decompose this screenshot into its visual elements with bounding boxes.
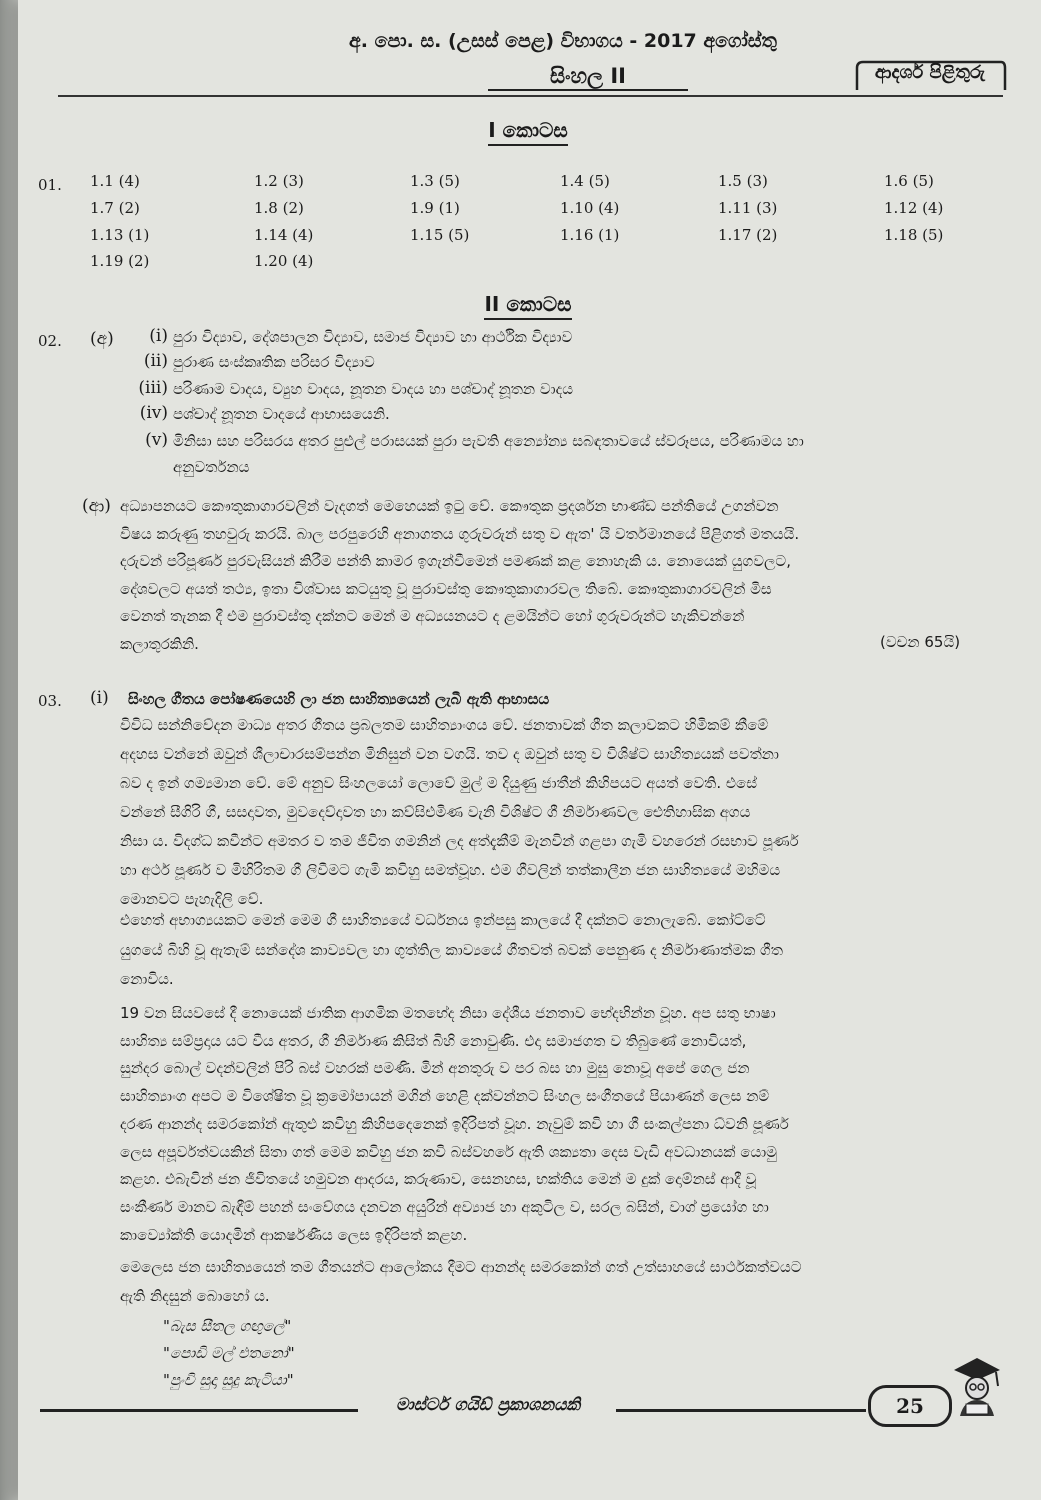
part1-heading: I කොටස [428, 118, 628, 142]
song-quote: "බැස සීතල ගඟුලේ" [163, 1317, 292, 1335]
model-answers-frame-icon [853, 58, 1008, 94]
q3-paragraph-line: සාහිත්‍ය සම්ප්‍රදාය යට වීය අතර, ගී නිර්මාණ කිසිත් බිහි නොවුණි. එදා සමාජගත ව තිබුණේ නොවියත්, [120, 1031, 747, 1050]
q2-paragraph-line: දරුවන් පරිපූර්ණ පුරවැසියන් කිරීම පන්ති කාමර ඉගැන්වීමෙන් පමණක් කළ නොහැකි ය. නොයෙක් යුගවලට, [120, 552, 791, 570]
subject-title: සිංහල II [488, 64, 688, 91]
mcq-answer: 1.15 (5) [410, 226, 470, 244]
q2-item-text: අනුවර්තනය [173, 458, 250, 476]
q3-paragraph-line: වන්නේ සීගිරි ගී, සසදාවත, මුවදෙව්දාවත හා කව්සිළුමිණ වැනි විශිෂ්ට ගී නිර්මාණවල ඓතිහාසික අගය [120, 803, 751, 821]
document-page [18, 0, 1041, 1500]
mcq-answer: 1.19 (2) [90, 252, 150, 270]
q3-number: 03. [38, 692, 62, 710]
q2-item-label: (i) [149, 326, 168, 346]
graduate-mascot-icon [946, 1352, 1008, 1418]
q2-paragraph-line: දේශවලට අයත් තථ්‍ය, ඉතා විශ්වාස කටයුතු වූ පුරාවස්තු කෞතුකාගාරවල තිබේ. කෞතුකාගාරවලින් මිස [120, 579, 772, 598]
mcq-answer: 1.13 (1) [90, 226, 150, 244]
mcq-answer: 1.10 (4) [560, 199, 620, 217]
q2-item-label: (v) [145, 430, 168, 450]
q3-label: (i) [90, 688, 109, 708]
song-quote: "පොඩි මල් එතනෝ" [163, 1344, 295, 1362]
song-quote: "පුංචි සුදා සුදු කැටියා" [163, 1371, 294, 1389]
mcq-answer: 1.5 (3) [718, 172, 768, 190]
q3-paragraph-line: සාහිත්‍යාංග අපට ම විශේෂිත වූ ක්‍රමෝපායන් මගින් හෙළි දක්වන්නට සිංහල සංගීතයේ පියාණන් ලෙස නම් [120, 1087, 770, 1106]
exam-title: අ. පො. ස. (උසස් පෙළ) විභාගය - 2017 අගෝස්තු [349, 30, 777, 52]
q2-item-label: (iii) [138, 378, 168, 398]
q3-title: සිංහල ගීතය පෝෂණයෙහි ලා ජන සාහිත්‍යයෙන් ලැබී ඇති ආභාසය [128, 690, 550, 708]
q2-paragraph-line: වෙනත් තැනක දී එම පුරාවස්තු දක්නට මෙන් ම අධ්‍යයනයට ද ළමයින්ට හෝ ගුරුවරුන්ට හැකිවන්නේ [120, 607, 745, 625]
q3-paragraph-line: කළහ. එබැවින් ජන ජීවිතයේ හමුවන ආදරය, කරුණාව, සෙනහස, භක්තිය මෙන් ම දුක් දොම්නස් ආදී වූ [120, 1170, 757, 1189]
mcq-answer: 1.20 (4) [254, 252, 314, 270]
q3-paragraph-line: බව ද ඉන් ගම්‍යමාන වේ. මේ අනුව සිංහලයෝ ලොවේ මුල් ම දියුණු ජාතීන් කිහිපයට අයත් වෙති. එසේ [120, 774, 758, 792]
header-rule [58, 95, 1003, 97]
q1-number: 01. [38, 176, 62, 194]
part2-heading: II කොටස [428, 292, 628, 316]
q2-item-text: පරිණාම වාදය, ව්‍යුහ වාදය, නූතන වාදය හා පශ්චාද් නූතන වාදය [173, 380, 574, 398]
mcq-answer: 1.2 (3) [254, 172, 304, 190]
mcq-answer: 1.7 (2) [90, 199, 140, 217]
q2-paragraph-line: විෂය කරුණු තහවුරු කරයි. බාල පරපුරෙහි අනාගතය ගුරුවරුන් සතු ව ඇත' යි වර්තමානයේ පිළිගත් මතයයි. [120, 524, 800, 543]
q2-sub-a-label: (අ) [90, 329, 114, 349]
mcq-answer: 1.16 (1) [560, 226, 620, 244]
q3-paragraph-line: ලෙස අපූර්වත්වයකින් සිතා ගත් මෙම කවිහු ජන කවි බස්වහරේ ඇති ශක්‍යතා දෙස වැඩි අවධානයක් යොමු [120, 1142, 777, 1161]
q3-paragraph-line: සුන්දර බොල් වදන්වලින් පිරි බස් වහරක් පමණි. මින් අනතුරු ව පර බස හා මුසු නොවූ අපේ ගෙල ජන [120, 1059, 750, 1078]
q2-paragraph-line: කලාතුරකිනි. [120, 634, 199, 653]
q3-paragraph-line: අදහස වන්නේ ඔවුන් ශීලාචාරසම්පන්න මිනිසුන් වන වගයි. තව ද ඔවුන් සතු ව විශිෂ්ට සාහිත්‍යයක් පවත්නා [120, 745, 779, 763]
mcq-answer: 1.4 (5) [560, 172, 610, 190]
q2-sub-aa-label: (ආ) [82, 496, 111, 516]
mcq-answer: 1.3 (5) [410, 172, 460, 190]
footer-rule-left [40, 1409, 358, 1412]
q2-paragraph-line: අධ්‍යාපනයට කෞතුකාගාරවලින් වැදගත් මෙහෙයක් ඉටු වේ. කෞතුක ප්‍රදර්ශන භාණ්ඩ පන්තියේ උගන්වන [120, 497, 779, 515]
mcq-answer: 1.6 (5) [884, 172, 934, 190]
q2-item-label: (iv) [139, 403, 168, 423]
page-shadow-edge [0, 0, 20, 1500]
q3-paragraph-line: හා අර්ථ පූර්ණ ව මිහිරිතම ගී ලිවීමට ගැමි කවිහු සමත්වූහ. එම ගීවලින් තත්කාලීන ජන සාහිත්‍යයේ මහිමය [120, 861, 781, 879]
mcq-answer: 1.11 (3) [718, 199, 778, 217]
q2-item-text: පුරාණ සංස්කෘතික පරිසර විද්‍යාව [173, 353, 375, 371]
q3-paragraph-line: එහෙත් අභාග්‍යයකට මෙන් මෙම ගී සාහිත්‍යයේ වර්ධනය ඉන්පසු කාලයේ දී දක්නට නොලැබේ. කෝට්ටේ [120, 911, 766, 929]
q3-paragraph-line: නොවිය. [120, 970, 174, 988]
page-number: 25 [868, 1385, 952, 1427]
q3-paragraph-line: දරණ ආනන්ද සමරකෝන් ඇතුළු කවිහු කිහිපදෙනෙක් ඉදිරිපත් වූහ. නැවුම් කවි හා ගී සංකල්පනා ධ්වනි පූර්ණ [120, 1114, 789, 1133]
q3-paragraph-line: 19 වන සියවසේ දී නොයෙක් ජාතික ආගමික මතභේද නිසා දේශීය ජනතාව භේදභින්න වූහ. අප සතු භාෂා [120, 1004, 776, 1022]
q3-paragraph-line: කාව්‍යෝක්ති යොදමින් ආකර්ෂණීය ලෙස ඉදිරිපත් කළහ. [120, 1225, 468, 1244]
publisher-label: මාස්ටර් ගයිඩ් ප්‍රකාශනයකි [395, 1395, 581, 1415]
q2-item-text: මිනිසා සහ පරිසරය අතර පුළුල් පරාසයක් පුරා පැවති අන්‍යෝන්‍ය සබඳතාවයේ ස්වරූපය, පරිණාමය හා [173, 432, 804, 450]
q2-number: 02. [38, 332, 62, 350]
mcq-answer: 1.18 (5) [884, 226, 944, 244]
q2-item-label: (ii) [143, 351, 168, 371]
q3-paragraph-line: සංකීර්ණ මානව බැඳීම් පහන් සංවේගය දනවන අයුරින් අව්‍යාජ හා අකුටිල ව, සරල බසින්, වාග් ප්‍රයෝග හා [120, 1197, 769, 1216]
q3-paragraph-line: නිසා ය. විදග්ධ කවීන්ට අමතර ව තම ජීවිත ගමනින් ලද අත්දැකීම් මැනවින් ගළපා ගැමි වහරෙන් රසභාව පූර්ණ [120, 832, 799, 850]
q3-paragraph-line: යුගයේ බිහි වූ ඇතැම් සන්දේශ කාව්‍යවල හා ගුත්තිල කාව්‍යයේ ගීතවත් බවක් පෙනුණ ද නිර්මාණාත්මක ගීත [120, 940, 783, 959]
mcq-answer: 1.1 (4) [90, 172, 140, 190]
q3-paragraph-line: මොනවට පැහැදිලි වේ. [120, 890, 264, 908]
q2-item-text: පශ්චාද් නූතන වාදයේ ආභාසයෙනි. [173, 405, 390, 423]
word-count: (වචන 65යි) [880, 633, 961, 651]
mcq-answer: 1.9 (1) [410, 199, 460, 217]
mcq-answer: 1.17 (2) [718, 226, 778, 244]
mcq-answer: 1.8 (2) [254, 199, 304, 217]
mcq-answer: 1.14 (4) [254, 226, 314, 244]
q2-item-text: පුරා විද්‍යාව, දේශපාලන විද්‍යාව, සමාජ විද්‍යාව හා ආර්ථික විද්‍යාව [173, 328, 573, 346]
model-answers-label: ආදර්ශ පිළිතුරු [874, 62, 986, 83]
footer-rule-right [616, 1409, 866, 1412]
mcq-answer: 1.12 (4) [884, 199, 944, 217]
q3-paragraph-line: ඇති නිදසුන් බොහෝ ය. [120, 1287, 270, 1305]
q3-paragraph-line: මෙලෙස ජන සාහිත්‍යයෙන් තම ගීතයන්ට ආලෝකය දීමට ආනන්ද සමරකෝන් ගත් උත්සාහයේ සාර්ථකත්වයට [120, 1258, 802, 1276]
q3-paragraph-line: විවිධ සන්නිවේදන මාධ්‍ය අතර ගීතය ප්‍රබලතම සාහිත්‍යාංගය වේ. ජනතාවක් ගීත කලාවකට හිමිකම් කීමේ [120, 716, 769, 734]
